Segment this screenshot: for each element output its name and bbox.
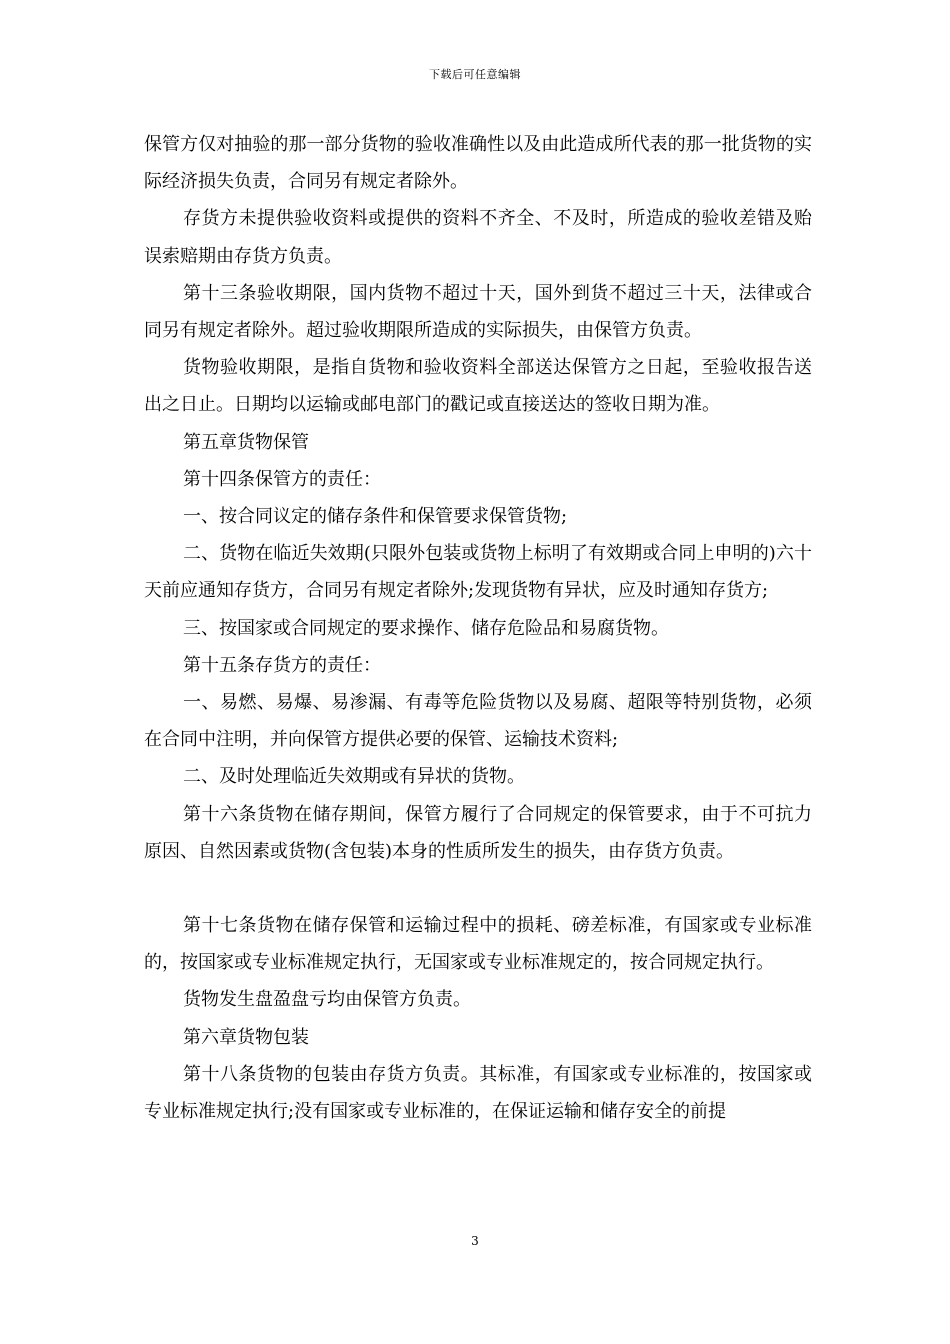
paragraph: 第十三条验收期限，国内货物不超过十天，国外到货不超过三十天，法律或合同另有规定者除外。超过验收期限所造成的实际损失，由保管方负责。 <box>144 282 812 342</box>
chapter-heading: 第六章货物包装 <box>183 1026 309 1048</box>
article-heading: 第十五条存货方的责任： <box>183 654 381 676</box>
chapter-heading: 第五章货物保管 <box>183 431 309 453</box>
paragraph: 货物发生盘盈盘亏均由保管方负责。 <box>183 989 471 1011</box>
blank-line <box>144 870 812 907</box>
list-item: 一、易燃、易爆、易渗漏、有毒等危险货物以及易腐、超限等特别货物，必须在合同中注明，并向保管方提供必要的保管、运输技术资料; <box>144 692 812 751</box>
page-header: 下载后可任意编辑 <box>429 68 521 81</box>
list-item: 二、货物在临近失效期(只限外包装或货物上标明了有效期或合同上申明的)六十天前应通知存货方，合同另有规定者除外;发现货物有异状，应及时通知存货方; <box>144 543 812 602</box>
article-heading: 第十四条保管方的责任： <box>183 468 381 490</box>
paragraph: 第十六条货物在储存期间，保管方履行了合同规定的保管要求，由于不可抗力原因、自然因素或货物(含包装)本身的性质所发生的损失，由存货方负责。 <box>144 803 812 862</box>
list-item: 三、按国家或合同规定的要求操作、储存危险品和易腐货物。 <box>183 617 669 639</box>
paragraph: 保管方仅对抽验的那一部分货物的验收准确性以及由此造成所代表的那一批货物的实际经济损失负责，合同另有规定者除外。 <box>144 134 812 193</box>
paragraph: 货物验收期限，是指自货物和验收资料全部送达保管方之日起，至验收报告送出之日止。日期均以运输或邮电部门的戳记或直接送达的签收日期为准。 <box>144 357 812 416</box>
paragraph: 第十八条货物的包装由存货方负责。其标准，有国家或专业标准的，按国家或专业标准规定执行;没有国家或专业标准的，在保证运输和储存安全的前提 <box>144 1063 812 1123</box>
list-item: 二、及时处理临近失效期或有异状的货物。 <box>183 766 525 788</box>
page-number: 3 <box>471 1234 479 1248</box>
paragraph: 第十七条货物在储存保管和运输过程中的损耗、磅差标准，有国家或专业标准的，按国家或专业标准规定执行，无国家或专业标准规定的，按合同规定执行。 <box>144 915 812 974</box>
list-item: 一、按合同议定的储存条件和保管要求保管货物; <box>183 506 568 528</box>
paragraph: 存货方未提供验收资料或提供的资料不齐全、不及时，所造成的验收差错及贻误索赔期由存货方负责。 <box>144 208 812 267</box>
document-body <box>144 126 812 1130</box>
